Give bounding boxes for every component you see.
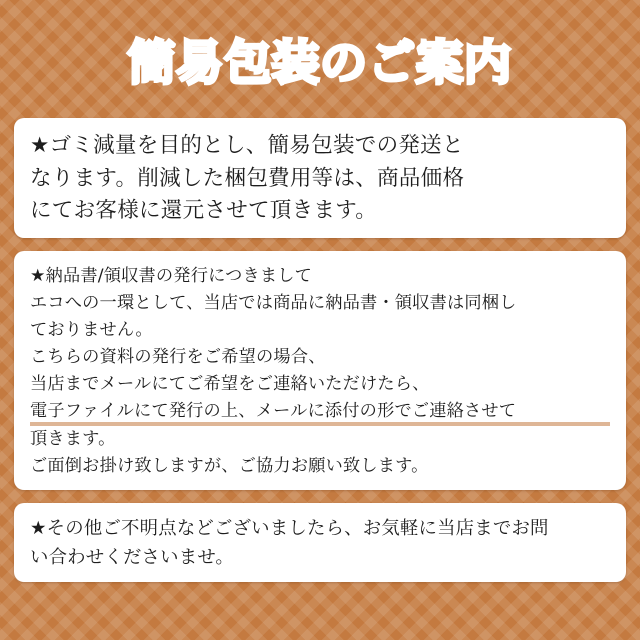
panel-line: にてお客様に還元させて頂きます。 bbox=[30, 198, 378, 224]
panel-eco-packaging bbox=[14, 118, 626, 238]
panel-line: こちらの資料の発行をご希望の場合、 bbox=[30, 347, 326, 368]
panel-line: ★納品書/領収書の発行につきまして bbox=[30, 266, 313, 287]
panel-line: ご面倒お掛け致しますが、ご協力お願い致します。 bbox=[30, 456, 429, 477]
panel-line: ★その他ご不明点などございましたら、お気軽に当店までお問 bbox=[30, 518, 549, 540]
panel-line: 頂きます。 bbox=[30, 429, 116, 450]
panel-line: エコへの一環として、当店では商品に納品書・領収書は同梱し bbox=[30, 293, 517, 314]
panel-line: い合わせくださいませ。 bbox=[30, 546, 234, 568]
panel-invoice-receipt bbox=[14, 251, 626, 490]
panel-line: なります。削減した梱包費用等は、商品価格 bbox=[30, 165, 465, 191]
panel-line: ておりません。 bbox=[30, 320, 153, 341]
page-title: 簡易包装のご案内 bbox=[128, 35, 512, 91]
panel-contact bbox=[14, 503, 626, 582]
panel-line-highlighted: 電子ファイルにて発行の上、メールに添付の形でご連絡させて bbox=[30, 398, 610, 426]
panel-line: 当店までメールにてご希望をご連絡いただけたら、 bbox=[30, 374, 430, 395]
title-banner bbox=[14, 0, 626, 118]
panel-line: ★ゴミ減量を目的とし、簡易包装での発送と bbox=[30, 133, 464, 158]
